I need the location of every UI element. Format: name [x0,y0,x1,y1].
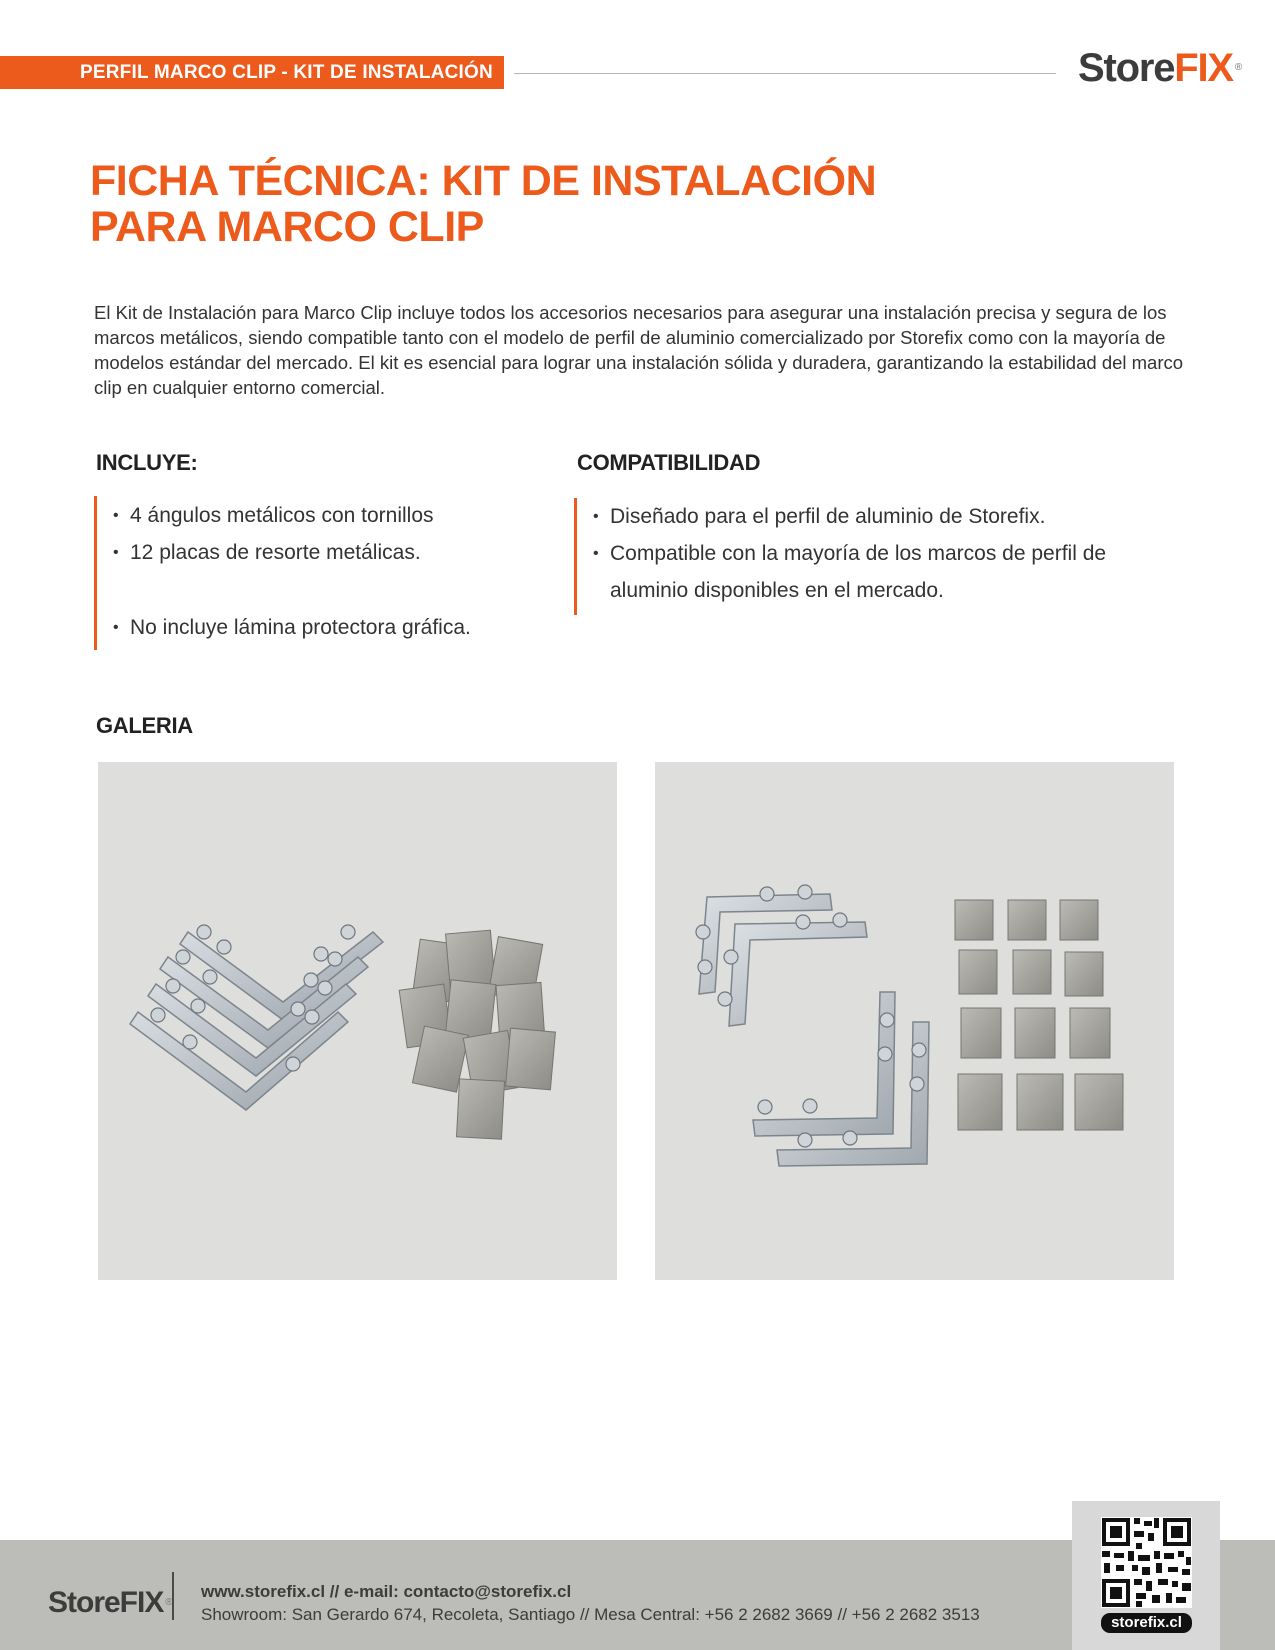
brand-logo-fix: FIX [1174,46,1233,90]
qr-code [1072,1501,1220,1650]
compatibilidad-list [574,498,1173,615]
qr-code-icon [1072,1501,1220,1611]
list-item: • 12 placas de resorte metálicas. [113,534,553,571]
page-title [90,158,990,250]
gallery-photo-brackets-arranged [655,762,1174,1280]
intro-paragraph: El Kit de Instalación para Marco Clip incluye todos los accesorios necesarios para asegurar una instalación precisa y segura de los marcos metálicos, siendo compatible tanto con el modelo de perfil de aluminio comercializado por Storefix como con la mayoría de modelos estándar del mercado. El kit es esencial para lograr una instalación sólida y duradera, garantizando la estabilidad del marco clip en cualquier entorno comercial. [94,302,1184,398]
registered-mark: ® [1234,62,1242,73]
brand-logo-store: Store [1078,46,1175,90]
footer-divider [172,1572,174,1620]
list-item: • Compatible con la mayoría de los marcos de perfil de aluminio disponibles en el mercado. [593,535,1173,609]
footer-showroom: Showroom: San Gerardo 674, Recoleta, Santiago // Mesa Central: +56 2 2682 3669 // +56 2 2682 3513 [201,1605,980,1624]
list-item: • Diseñado para el perfil de aluminio de Storefix. [593,498,1173,535]
page-title-line1: FICHA TÉCNICA: KIT DE INSTALACIÓN [90,157,877,205]
header-band: PERFIL MARCO CLIP - KIT DE INSTALACIÓN [0,56,504,89]
incluye-heading: INCLUYE: [96,450,198,475]
incluye-list [94,496,553,650]
brackets-arranged-illustration [655,762,1174,1280]
footer-registered-mark: ® [165,1597,172,1608]
footer-brand-logo [48,1585,172,1621]
page-title-line2: PARA MARCO CLIP [90,203,484,251]
list-item: • 4 ángulos metálicos con tornillos [113,497,553,534]
list-item: • No incluye lámina protectora gráfica. [113,609,553,646]
brackets-stacked-illustration [98,762,617,1280]
footer-brand-text: StoreFIX [48,1586,164,1619]
gallery-photo-brackets-stacked [98,762,617,1280]
brand-logo [1078,44,1241,92]
header-rule [514,73,1056,74]
footer-contact: www.storefix.cl // e-mail: contacto@storefix.cl [201,1582,572,1601]
qr-caption: storefix.cl [1101,1613,1192,1633]
compatibilidad-heading: COMPATIBILIDAD [577,450,761,475]
galeria-heading: GALERIA [96,713,193,738]
